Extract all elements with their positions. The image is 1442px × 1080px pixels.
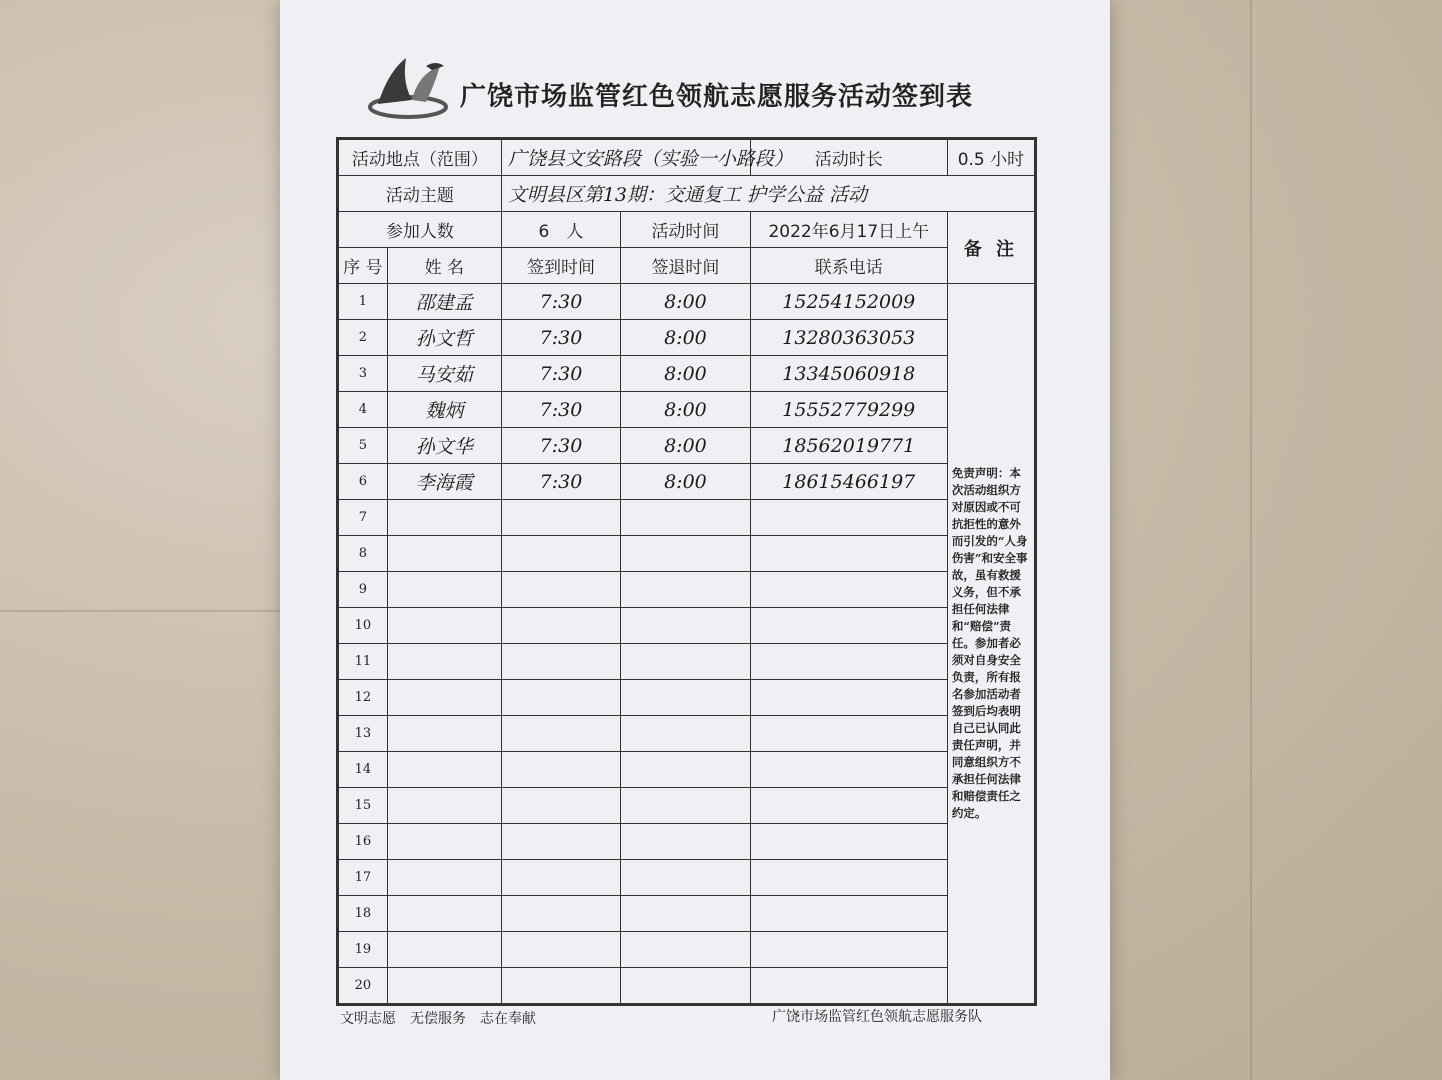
row-phone bbox=[750, 500, 947, 536]
row-checkin: 7:30 bbox=[501, 284, 620, 320]
table-row bbox=[339, 824, 1035, 860]
footer-team: 广饶市场监管红色领航志愿服务队 bbox=[772, 1009, 982, 1025]
table-row bbox=[339, 500, 1035, 536]
row-number: 20 bbox=[339, 968, 388, 1004]
table-row bbox=[339, 572, 1035, 608]
theme-row bbox=[339, 176, 1035, 212]
table-row bbox=[339, 788, 1035, 824]
row-phone: 15552779299 bbox=[750, 392, 947, 428]
row-checkin bbox=[501, 500, 620, 536]
row-name bbox=[387, 572, 501, 608]
row-name: 魏炳 bbox=[387, 392, 501, 428]
disclaimer-text: 免责声明：本次活动组织方对原因或不可抗拒性的意外而引发的“人身伤害”和安全事故，虽有救援义务，但不承担任何法律和“赔偿”责任。参加者必须对自身安全负责，所有报名参加活动者签到后均表明自己已认同此责任声明，并同意组织方不承担任何法律和赔偿责任之约定。 bbox=[947, 284, 1034, 1004]
row-number: 19 bbox=[339, 932, 388, 968]
name-header: 姓 名 bbox=[387, 248, 501, 284]
row-phone: 13345060918 bbox=[750, 356, 947, 392]
row-checkout bbox=[621, 716, 751, 752]
row-checkin bbox=[501, 824, 620, 860]
row-phone bbox=[750, 752, 947, 788]
row-checkin: 7:30 bbox=[501, 392, 620, 428]
row-checkin bbox=[501, 572, 620, 608]
row-number: 10 bbox=[339, 608, 388, 644]
row-number: 12 bbox=[339, 680, 388, 716]
row-checkout: 8:00 bbox=[621, 392, 751, 428]
floor-seam-horizontal bbox=[0, 610, 280, 612]
row-checkout bbox=[621, 896, 751, 932]
row-number: 5 bbox=[339, 428, 388, 464]
theme-label: 活动主题 bbox=[339, 176, 502, 212]
row-number: 14 bbox=[339, 752, 388, 788]
row-name bbox=[387, 500, 501, 536]
table-row bbox=[339, 752, 1035, 788]
table-row bbox=[339, 716, 1035, 752]
row-checkout bbox=[621, 932, 751, 968]
row-number: 1 bbox=[339, 284, 388, 320]
sign-in-sheet bbox=[280, 0, 1110, 1080]
table-row bbox=[339, 896, 1035, 932]
table-row bbox=[339, 860, 1035, 896]
row-number: 15 bbox=[339, 788, 388, 824]
row-name bbox=[387, 860, 501, 896]
table-row bbox=[339, 356, 1035, 392]
row-name bbox=[387, 788, 501, 824]
row-phone bbox=[750, 608, 947, 644]
row-checkout bbox=[621, 968, 751, 1004]
row-number: 11 bbox=[339, 644, 388, 680]
time-label: 活动时间 bbox=[621, 212, 751, 248]
row-number: 13 bbox=[339, 716, 388, 752]
table-row bbox=[339, 932, 1035, 968]
row-number: 2 bbox=[339, 320, 388, 356]
duration-label: 活动时长 bbox=[750, 140, 947, 176]
row-name: 李海霞 bbox=[387, 464, 501, 500]
duration-value: 0.5 小时 bbox=[947, 140, 1034, 176]
row-name: 邵建孟 bbox=[387, 284, 501, 320]
sign-in-rows bbox=[339, 284, 1035, 1004]
table-row bbox=[339, 428, 1035, 464]
row-phone bbox=[750, 572, 947, 608]
sheet-title: 广饶市场监管红色领航志愿服务活动签到表 bbox=[460, 82, 974, 112]
row-name: 孙文哲 bbox=[387, 320, 501, 356]
row-name bbox=[387, 824, 501, 860]
row-phone bbox=[750, 536, 947, 572]
row-checkin bbox=[501, 752, 620, 788]
row-name bbox=[387, 896, 501, 932]
row-checkin bbox=[501, 644, 620, 680]
theme-value: 文明县区第13期：交通复工 护学公益 活动 bbox=[501, 176, 1034, 212]
table-row bbox=[339, 392, 1035, 428]
table-row bbox=[339, 536, 1035, 572]
location-value: 广饶县文安路段（实验一小路段） bbox=[501, 140, 750, 176]
row-name bbox=[387, 716, 501, 752]
table-row bbox=[339, 464, 1035, 500]
row-checkout bbox=[621, 752, 751, 788]
row-checkout bbox=[621, 572, 751, 608]
row-name bbox=[387, 644, 501, 680]
row-phone: 18615466197 bbox=[750, 464, 947, 500]
row-checkout bbox=[621, 536, 751, 572]
participants-value: 6 人 bbox=[501, 212, 620, 248]
row-checkin bbox=[501, 608, 620, 644]
row-checkout: 8:00 bbox=[621, 356, 751, 392]
row-checkout bbox=[621, 824, 751, 860]
participants-row bbox=[339, 212, 1035, 248]
row-checkout bbox=[621, 680, 751, 716]
table-row bbox=[339, 644, 1035, 680]
row-number: 4 bbox=[339, 392, 388, 428]
row-name bbox=[387, 752, 501, 788]
floor-seam-vertical bbox=[1250, 0, 1252, 1080]
row-number: 8 bbox=[339, 536, 388, 572]
table-row bbox=[339, 284, 1035, 320]
row-phone bbox=[750, 680, 947, 716]
row-checkout bbox=[621, 644, 751, 680]
row-checkout bbox=[621, 500, 751, 536]
table-row bbox=[339, 968, 1035, 1004]
table-row bbox=[339, 320, 1035, 356]
row-phone bbox=[750, 968, 947, 1004]
row-number: 9 bbox=[339, 572, 388, 608]
column-header-row bbox=[339, 248, 1035, 284]
row-checkin bbox=[501, 536, 620, 572]
row-phone bbox=[750, 644, 947, 680]
checkin-header: 签到时间 bbox=[501, 248, 620, 284]
row-number: 6 bbox=[339, 464, 388, 500]
row-checkin: 7:30 bbox=[501, 320, 620, 356]
row-checkout: 8:00 bbox=[621, 284, 751, 320]
row-phone bbox=[750, 932, 947, 968]
checkout-header: 签退时间 bbox=[621, 248, 751, 284]
row-checkin: 7:30 bbox=[501, 464, 620, 500]
row-checkout bbox=[621, 788, 751, 824]
row-number: 17 bbox=[339, 860, 388, 896]
row-checkin bbox=[501, 860, 620, 896]
row-name: 马安茹 bbox=[387, 356, 501, 392]
row-name bbox=[387, 536, 501, 572]
row-number: 7 bbox=[339, 500, 388, 536]
row-checkout: 8:00 bbox=[621, 464, 751, 500]
row-checkin bbox=[501, 932, 620, 968]
time-value: 2022年6月17日上午 bbox=[750, 212, 947, 248]
row-name bbox=[387, 932, 501, 968]
row-name bbox=[387, 680, 501, 716]
row-phone: 18562019771 bbox=[750, 428, 947, 464]
row-checkout bbox=[621, 860, 751, 896]
row-checkin bbox=[501, 968, 620, 1004]
row-phone bbox=[750, 788, 947, 824]
row-number: 16 bbox=[339, 824, 388, 860]
remarks-header: 备 注 bbox=[947, 212, 1034, 284]
bird-logo-icon bbox=[368, 52, 448, 122]
row-phone bbox=[750, 824, 947, 860]
row-name: 孙文华 bbox=[387, 428, 501, 464]
row-number: 3 bbox=[339, 356, 388, 392]
row-phone bbox=[750, 716, 947, 752]
row-checkin bbox=[501, 788, 620, 824]
participants-label: 参加人数 bbox=[339, 212, 502, 248]
row-phone bbox=[750, 896, 947, 932]
location-label: 活动地点（范围） bbox=[339, 140, 502, 176]
footer-slogan: 文明志愿 无偿服务 志在奉献 bbox=[340, 1011, 536, 1027]
table-row bbox=[339, 608, 1035, 644]
phone-header: 联系电话 bbox=[750, 248, 947, 284]
location-row bbox=[339, 140, 1035, 176]
seq-header: 序 号 bbox=[339, 248, 388, 284]
row-checkin: 7:30 bbox=[501, 428, 620, 464]
row-name bbox=[387, 968, 501, 1004]
row-checkin bbox=[501, 716, 620, 752]
row-checkout: 8:00 bbox=[621, 428, 751, 464]
row-number: 18 bbox=[339, 896, 388, 932]
row-name bbox=[387, 608, 501, 644]
row-checkout bbox=[621, 608, 751, 644]
row-phone: 13280363053 bbox=[750, 320, 947, 356]
row-checkin bbox=[501, 680, 620, 716]
row-checkout: 8:00 bbox=[621, 320, 751, 356]
row-phone: 15254152009 bbox=[750, 284, 947, 320]
table-row bbox=[339, 680, 1035, 716]
row-checkin: 7:30 bbox=[501, 356, 620, 392]
row-phone bbox=[750, 860, 947, 896]
row-checkin bbox=[501, 896, 620, 932]
sign-in-form bbox=[336, 137, 1037, 1006]
